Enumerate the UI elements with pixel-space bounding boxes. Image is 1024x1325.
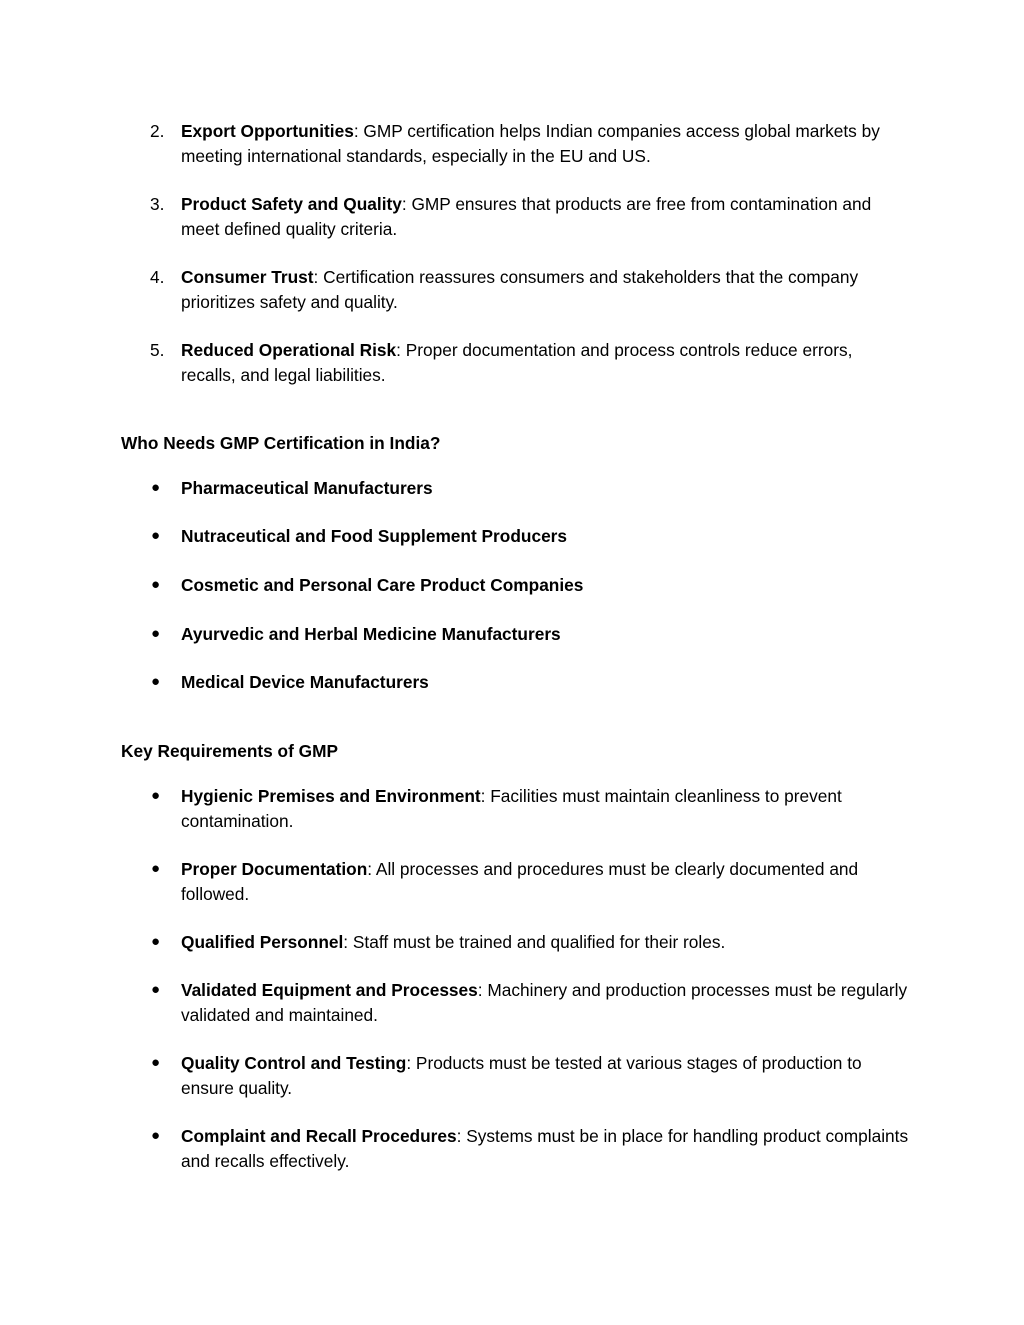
numbered-list-item [150, 265, 911, 314]
bullet-icon: ● [151, 860, 161, 877]
bullet-icon: ● [151, 787, 161, 804]
bullet-list-item [151, 930, 911, 955]
bullet-list-item [151, 1051, 911, 1100]
item-title: Validated Equipment and Processes [181, 980, 478, 1000]
item-title: Medical Device Manufacturers [181, 672, 429, 692]
item-title: Ayurvedic and Herbal Medicine Manufacturers [181, 624, 561, 644]
item-text: : Facilities must maintain cleanliness to prevent contamination. [181, 786, 842, 831]
bullet-icon: ● [151, 527, 161, 544]
list-number: 3. [150, 194, 165, 214]
item-title: Hygienic Premises and Environment [181, 786, 481, 806]
section-heading-key-requirements: Key Requirements of GMP [121, 741, 339, 761]
item-text: : GMP certification helps Indian companies access global markets by meeting international standards, especially in the EU and US. [181, 121, 880, 166]
list-number: 5. [150, 340, 165, 360]
item-title: Nutraceutical and Food Supplement Producers [181, 526, 568, 546]
item-text: : Certification reassures consumers and stakeholders that the company prioritizes safety and quality. [181, 267, 859, 312]
item-title: Product Safety and Quality [181, 194, 402, 214]
item-title: Export Opportunities [181, 121, 354, 141]
numbered-list-item [150, 119, 911, 168]
numbered-list-item [150, 192, 911, 241]
item-text: : Machinery and production processes must be regularly validated and maintained. [181, 980, 908, 1025]
item-text: : GMP ensures that products are free from contamination and meet defined quality criteria. [181, 194, 872, 239]
item-title: Quality Control and Testing [181, 1053, 407, 1073]
bullet-icon: ● [151, 981, 161, 998]
bullet-icon: ● [151, 479, 161, 496]
bullet-list-item [151, 622, 911, 647]
item-text: : Products must be tested at various stages of production to ensure quality. [181, 1053, 862, 1098]
section-heading-who-needs: Who Needs GMP Certification in India? [121, 433, 441, 453]
bullet-icon: ● [151, 576, 161, 593]
bullet-list-item [151, 670, 911, 695]
item-title: Qualified Personnel [181, 932, 344, 952]
bullet-list-item [151, 573, 911, 598]
item-text: : Staff must be trained and qualified for their roles. [343, 932, 726, 952]
bullet-list-item [151, 784, 911, 833]
bullet-list-item [151, 524, 911, 549]
bullet-icon: ● [151, 1054, 161, 1071]
numbered-list-item [150, 338, 911, 387]
bullet-list-item [151, 1124, 911, 1173]
item-text: : Proper documentation and process controls reduce errors, recalls, and legal liabilities. [181, 340, 853, 385]
bullet-list-item [151, 857, 911, 906]
item-text: : All processes and procedures must be clearly documented and followed. [181, 859, 859, 904]
list-number: 2. [150, 121, 165, 141]
bullet-icon: ● [151, 673, 161, 690]
item-text: : Systems must be in place for handling product complaints and recalls effectively. [181, 1126, 909, 1171]
item-title: Cosmetic and Personal Care Product Companies [181, 575, 584, 595]
item-title: Complaint and Recall Procedures [181, 1126, 457, 1146]
item-title: Reduced Operational Risk [181, 340, 397, 360]
item-title: Proper Documentation [181, 859, 368, 879]
bullet-list-item [151, 476, 911, 501]
bullet-icon: ● [151, 625, 161, 642]
bullet-icon: ● [151, 933, 161, 950]
item-title: Consumer Trust [181, 267, 314, 287]
bullet-icon: ● [151, 1127, 161, 1144]
list-number: 4. [150, 267, 165, 287]
bullet-list-item [151, 978, 911, 1027]
item-title: Pharmaceutical Manufacturers [181, 478, 433, 498]
